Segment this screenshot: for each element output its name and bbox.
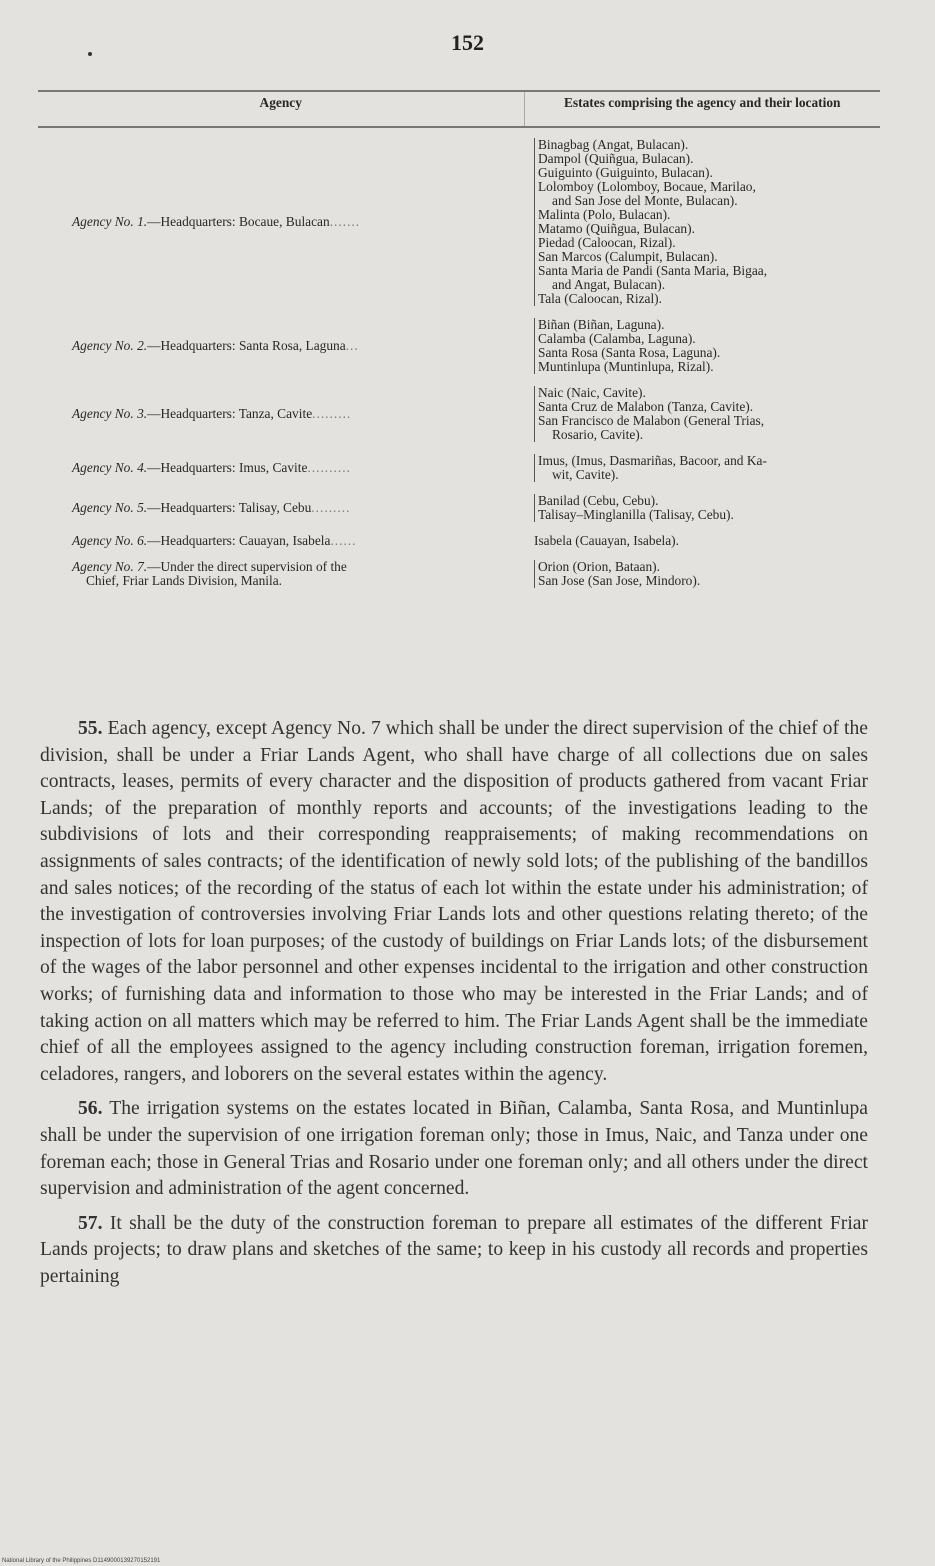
body-text <box>40 716 868 1298</box>
table-row <box>38 534 880 548</box>
agency-name: Agency No. 1. <box>72 214 148 229</box>
table-row <box>38 454 880 482</box>
estates-cell <box>524 318 880 374</box>
table-row <box>38 138 880 306</box>
dot-leader: .......... <box>307 460 351 475</box>
paragraph-57 <box>40 1211 868 1291</box>
estate-entry: Talisay–Minglanilla (Talisay, Cebu). <box>538 507 734 522</box>
table-header-row <box>38 91 880 127</box>
estate-entry: San Marcos (Calumpit, Bulacan). <box>538 249 718 264</box>
paragraph-text: It shall be the duty of the construction foreman to prepare all estimates of the different Friar Lands projects; to draw plans and sketches of the same; to keep in his custody all records and properties pertaining <box>40 1212 868 1287</box>
estate-entry: Malinta (Polo, Bulacan). <box>538 207 671 222</box>
estate-entry: Guiguinto (Guiguinto, Bulacan). <box>538 165 713 180</box>
agency-name: Agency No. 6. <box>72 534 148 548</box>
header-agency: Agency <box>38 91 524 127</box>
estates-cell <box>524 454 880 482</box>
paragraph-number: 55. <box>78 718 103 739</box>
estate-entry: Santa Rosa (Santa Rosa, Laguna). <box>538 345 721 360</box>
agency-hq: —Headquarters: Cauayan, Isabela <box>147 534 331 548</box>
table-row <box>38 386 880 442</box>
row-spacer <box>38 522 880 534</box>
estate-entry: Santa Maria de Pandi (Santa Maria, Bigaa, <box>538 263 768 278</box>
header-estates <box>524 91 880 127</box>
estates-list <box>534 386 880 442</box>
agency-name: Agency No. 7. <box>72 560 148 574</box>
agency-name: Agency No. 2. <box>72 338 148 353</box>
estate-entry: Biñan (Biñan, Laguna). <box>538 317 665 332</box>
table-body <box>38 127 880 588</box>
dot-leader: ....... <box>329 214 361 229</box>
paragraph-text: The irrigation systems on the estates located in Biñan, Calamba, Santa Rosa, and Muntinlupa shall be under the supervision of one irrigation foreman only; those in Imus, Naic, and Tanza under one foreman each; those in General Trias and Rosario under one foreman only; and all others under the direct supervision and administration of the agent concerned. <box>40 1098 869 1200</box>
dot-leader: ......... <box>311 500 351 515</box>
agency-hq: —Headquarters: Bocaue, Bulacan <box>147 214 330 229</box>
agency-name: Agency No. 3. <box>72 406 148 421</box>
agency-cell <box>38 138 524 306</box>
estate-entry: Tala (Caloocan, Rizal). <box>538 291 662 306</box>
estate-entry: Isabela (Cauayan, Isabela). <box>534 533 679 548</box>
agency-hq: —Headquarters: Imus, Cavite <box>147 460 308 475</box>
estate-entry: Calamba (Calamba, Laguna). <box>538 331 696 346</box>
table-row <box>38 560 880 588</box>
estates-list <box>534 318 880 374</box>
agency-cell <box>38 560 524 588</box>
agency-cell <box>38 494 524 522</box>
agency-hq: —Headquarters: Tanza, Cavite <box>147 406 313 421</box>
row-spacer <box>38 482 880 494</box>
estate-entry: Santa Cruz de Malabon (Tanza, Cavite). <box>538 399 754 414</box>
estates-cell <box>524 386 880 442</box>
row-spacer <box>38 306 880 318</box>
estates-cell <box>524 138 880 306</box>
agency-hq: —Under the direct supervision of the <box>147 560 347 574</box>
dot-leader: ...... <box>330 534 357 548</box>
estate-entry: Binagbag (Angat, Bulacan). <box>538 137 689 152</box>
paragraph-55 <box>40 716 868 1088</box>
paragraph-56 <box>40 1096 868 1202</box>
row-spacer <box>38 548 880 560</box>
agency-hq-cont: Chief, Friar Lands Division, Manila. <box>86 573 282 588</box>
page-number: 152 <box>451 30 484 55</box>
estate-entry: San Jose (San Jose, Mindoro). <box>538 573 701 588</box>
estate-entry: Imus, (Imus, Dasmariñas, Bacoor, and Ka- <box>538 453 767 468</box>
row-spacer <box>38 374 880 386</box>
estate-entry: and San Jose del Monte, Bulacan). <box>552 193 738 208</box>
agency-cell <box>38 386 524 442</box>
dot-leader: ... <box>345 338 359 353</box>
estates-list <box>534 534 880 548</box>
estate-entry: Naic (Naic, Cavite). <box>538 385 646 400</box>
table-row <box>38 318 880 374</box>
estates-cell <box>524 534 880 548</box>
estates-cell <box>524 494 880 522</box>
agency-cell <box>38 454 524 482</box>
header-estates-label: Estates comprising the agency and their location <box>564 95 841 110</box>
estate-entry: Orion (Orion, Bataan). <box>538 559 660 574</box>
estates-cell <box>524 560 880 588</box>
library-stamp: National Library of the Philippines D1149000139270152191 <box>2 1558 161 1564</box>
estate-entry: San Francisco de Malabon (General Trias, <box>538 413 765 428</box>
estates-list <box>534 454 880 482</box>
estate-entry: Matamo (Quiñgua, Bulacan). <box>538 221 695 236</box>
estate-entry: Rosario, Cavite). <box>552 427 644 442</box>
estate-entry: Banilad (Cebu, Cebu). <box>538 493 659 508</box>
agency-hq: —Headquarters: Talisay, Cebu <box>147 500 312 515</box>
paragraph-text: Each agency, except Agency No. 7 which shall be under the direct supervision of the chief of the division, shall be under a Friar Lands Agent, who shall have charge of all collections due on sales contracts, leases, permits of every character and the disposition of products gathered from vacant Friar Lands; of the preparation of monthly reports and accounts; of the investigations leading to the subdivisions of lots and their corresponding reappraisements; of making recommendations on assignments of sales contracts; of the identification of newly sold lots; of the publishing of the bandillos and sales notices; of the recording of the status of each lot within the estate under his administration; of the investigation of controversies involving Friar Lands lots and other questions relating thereto; of the inspection of lots for loan purposes; of the custody of buildings on Friar Lands lots; of the disbursement of the wages of the labor personnel and other expenses incidental to the irrigation and other construction works; of furnishing data and information to those who may be interested in the Friar Lands; and of taking action on all matters which may be referred to him. The Friar Lands Agent shall be the immediate chief of all the employees assigned to the agency including construction foreman, irrigation foremen, celadores, rangers, and loborers on the several estates within the agency. <box>40 718 868 1085</box>
paragraph-number: 57. <box>78 1212 103 1234</box>
estate-entry: Muntinlupa (Muntinlupa, Rizal). <box>538 359 714 374</box>
table-row <box>38 494 880 522</box>
agency-name: Agency No. 4. <box>72 460 148 475</box>
speck <box>88 52 92 56</box>
estates-list <box>534 494 880 522</box>
estate-entry: Piedad (Caloocan, Rizal). <box>538 235 676 250</box>
agency-table <box>38 90 880 588</box>
agency-name: Agency No. 5. <box>72 500 148 515</box>
estates-list <box>534 138 880 306</box>
agency-hq: —Headquarters: Santa Rosa, Laguna <box>147 338 346 353</box>
estate-entry: Lolomboy (Lolomboy, Bocaue, Marilao, <box>538 179 756 194</box>
agency-cell <box>38 318 524 374</box>
paragraph-number: 56. <box>78 1098 103 1120</box>
estate-entry: Dampol (Quiñgua, Bulacan). <box>538 151 694 166</box>
estates-list <box>534 560 880 588</box>
dot-leader: ......... <box>312 406 352 421</box>
estate-entry: and Angat, Bulacan). <box>552 277 666 292</box>
agency-cell <box>38 534 524 548</box>
estate-entry: wit, Cavite). <box>552 467 619 482</box>
